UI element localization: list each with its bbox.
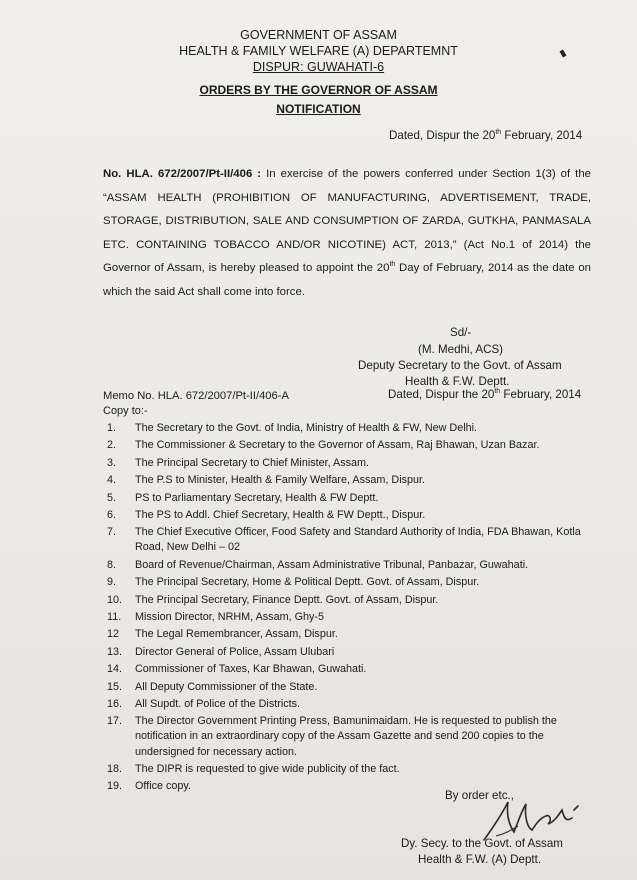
copy-list-text: PS to Parliamentary Secretary, Health & FW Deptt. [135,491,379,504]
copy-list-number: 7. [107,526,117,539]
copy-to-list [107,421,597,797]
copy-list-item [107,779,597,794]
memo-dated [388,388,581,401]
by-order-text: By order etc., [445,789,514,802]
copy-list-number: 2. [107,439,117,452]
copy-list-item [107,421,597,436]
copy-list-number: 6. [107,508,117,521]
copy-list-number: 13. [107,645,123,658]
copy-list-number: 4. [107,474,117,487]
copy-list-text: Mission Director, NRHM, Assam, Ghy-5 [135,611,324,623]
copy-list-text: The DIPR is requested to give wide publicity of the fact. [135,762,400,775]
copy-list-text: The Principal Secretary, Home & Political Deptt. Govt. of Assam, Dispur. [135,576,480,589]
copy-list-text: The Principal Secretary to Chief Minister, Assam. [135,456,370,469]
copy-list-text: Office copy. [135,780,192,793]
memo-dated-sup: th [494,388,501,396]
memo-dated-suffix: February, 2014 [500,388,582,401]
copy-list-number: 18. [107,762,123,775]
copy-list-item [107,575,597,590]
copy-list-item [107,714,597,759]
notification-number: No. HLA. 672/2007/Pt-II/406 : [103,168,262,180]
copy-list-item [107,558,597,573]
copy-list-text: The Director Government Printing Press, Bamunimaidam. He is requested to publish the notification in an extraordinary copy of the Assam Gazette and send 200 copies to the undersigned for necessary action. [135,715,557,758]
header-address-wrap [0,59,637,75]
copy-list-item [107,438,597,453]
signatory-name: (M. Medhi, ACS) [418,343,504,356]
copy-list-text: Board of Revenue/Chairman, Assam Administrative Tribunal, Panbazar, Guwahati. [135,558,529,571]
copy-list-number: 8. [107,558,117,571]
copy-list-number: 1. [107,422,117,434]
copy-list-item [107,525,597,555]
copy-to-label: Copy to:- [103,405,148,417]
header-address: DISPUR: GUWAHATI-6 [252,60,385,74]
signatory-department: Health & F.W. Deptt. [405,375,510,388]
copy-list-number: 11. [107,611,122,623]
copy-list-number: 12 [107,628,120,641]
notification-heading: NOTIFICATION [276,102,361,116]
copy-list-text: The Chief Executive Officer, Food Safety and Standard Authority of India, FDA Bhawan, Kotla Road, New Delhi – 02 [135,526,581,554]
dated-top-prefix: Dated, Dispur the 20 [389,129,496,142]
copy-list-item [107,697,597,712]
final-designation: Dy. Secy. to the Govt. of Assam [401,837,563,850]
orders-heading: ORDERS BY THE GOVERNOR OF ASSAM [199,83,438,97]
copy-list-item [107,473,597,488]
copy-list-number: 17. [107,715,123,728]
copy-list-item [107,456,597,471]
body-text-2: Day of February, 2014 as the date on which the said Act shall come into force. [103,262,592,298]
copy-list-item [107,662,597,677]
copy-list-text: All Supdt. of Police of the Districts. [135,697,301,710]
copy-list-number: 14. [107,663,123,676]
copy-list-number: 3. [107,456,117,469]
copy-list-item [107,491,597,506]
body-sup: th [389,261,396,269]
header-department: HEALTH & FAMILY WELFARE (A) DEPARTEMNT [179,44,458,58]
dated-top-suffix: February, 2014 [501,129,583,142]
notification-body [103,163,591,305]
body-text-1: In exercise of the powers conferred under Section 1(3) of the “ASSAM HEALTH (PROHIBITION OF MANUFACTURING, ADVERTISEMENT, TRADE, STORAGE, DISTRIBUTION, SALE AND CONSUMPTION OF ZARDA, GUTKHA, PANMASALA ETC. CONTAINING TOBACCO AND/OR NICOTINE) ACT, 2013,” (Act No.1 of 2014) the Governor of Assam, is hereby pleased to appoint the 20 [103,168,591,275]
copy-list-text: The PS to Addl. Chief Secretary, Health & FW Deptt., Dispur. [135,508,426,521]
dated-top-sup: th [495,129,502,137]
copy-list-item [107,610,597,625]
copy-list-number: 15. [107,680,123,693]
copy-list-text: Commissioner of Taxes, Kar Bhawan, Guwahati. [135,663,367,676]
copy-list-item [107,762,597,777]
signatory-designation: Deputy Secretary to the Govt. of Assam [358,359,562,372]
copy-list-text: All Deputy Commissioner of the State. [135,680,318,693]
copy-list-text: Director General of Police, Assam Ulubari [135,645,335,658]
copy-list-number: 19. [107,780,123,793]
copy-list-number: 10. [107,593,123,606]
orders-heading-wrap [0,82,637,98]
copy-list-item [107,645,597,660]
copy-list-text: The P.S to Minister, Health & Family Welfare, Assam, Dispur. [135,474,426,487]
copy-list-text: The Secretary to the Govt. of India, Ministry of Health & FW, New Delhi. [135,422,478,434]
header-government: GOVERNMENT OF ASSAM [240,28,397,42]
copy-list-item [107,508,597,523]
copy-list-number: 16. [107,697,123,710]
copy-list-text: The Legal Remembrancer, Assam, Dispur. [135,628,338,641]
final-department: Health & F.W. (A) Deptt. [418,853,542,866]
sd-mark: Sd/- [450,326,472,339]
copy-list-item [107,593,597,608]
copy-list-number: 5. [107,491,117,504]
copy-list-text: The Commissioner & Secretary to the Governor of Assam, Raj Bhawan, Uzan Bazar. [135,439,540,452]
copy-list-number: 9. [107,576,117,589]
notification-heading-wrap [0,101,637,117]
copy-list-item [107,627,597,642]
copy-list-item [107,680,597,695]
memo-dated-prefix: Dated, Dispur the 20 [388,388,495,401]
memo-number: Memo No. HLA. 672/2007/Pt-II/406-A [103,390,289,402]
dated-top [389,129,582,142]
copy-list-text: The Principal Secretary, Finance Deptt. Govt. of Assam, Dispur. [135,593,439,606]
